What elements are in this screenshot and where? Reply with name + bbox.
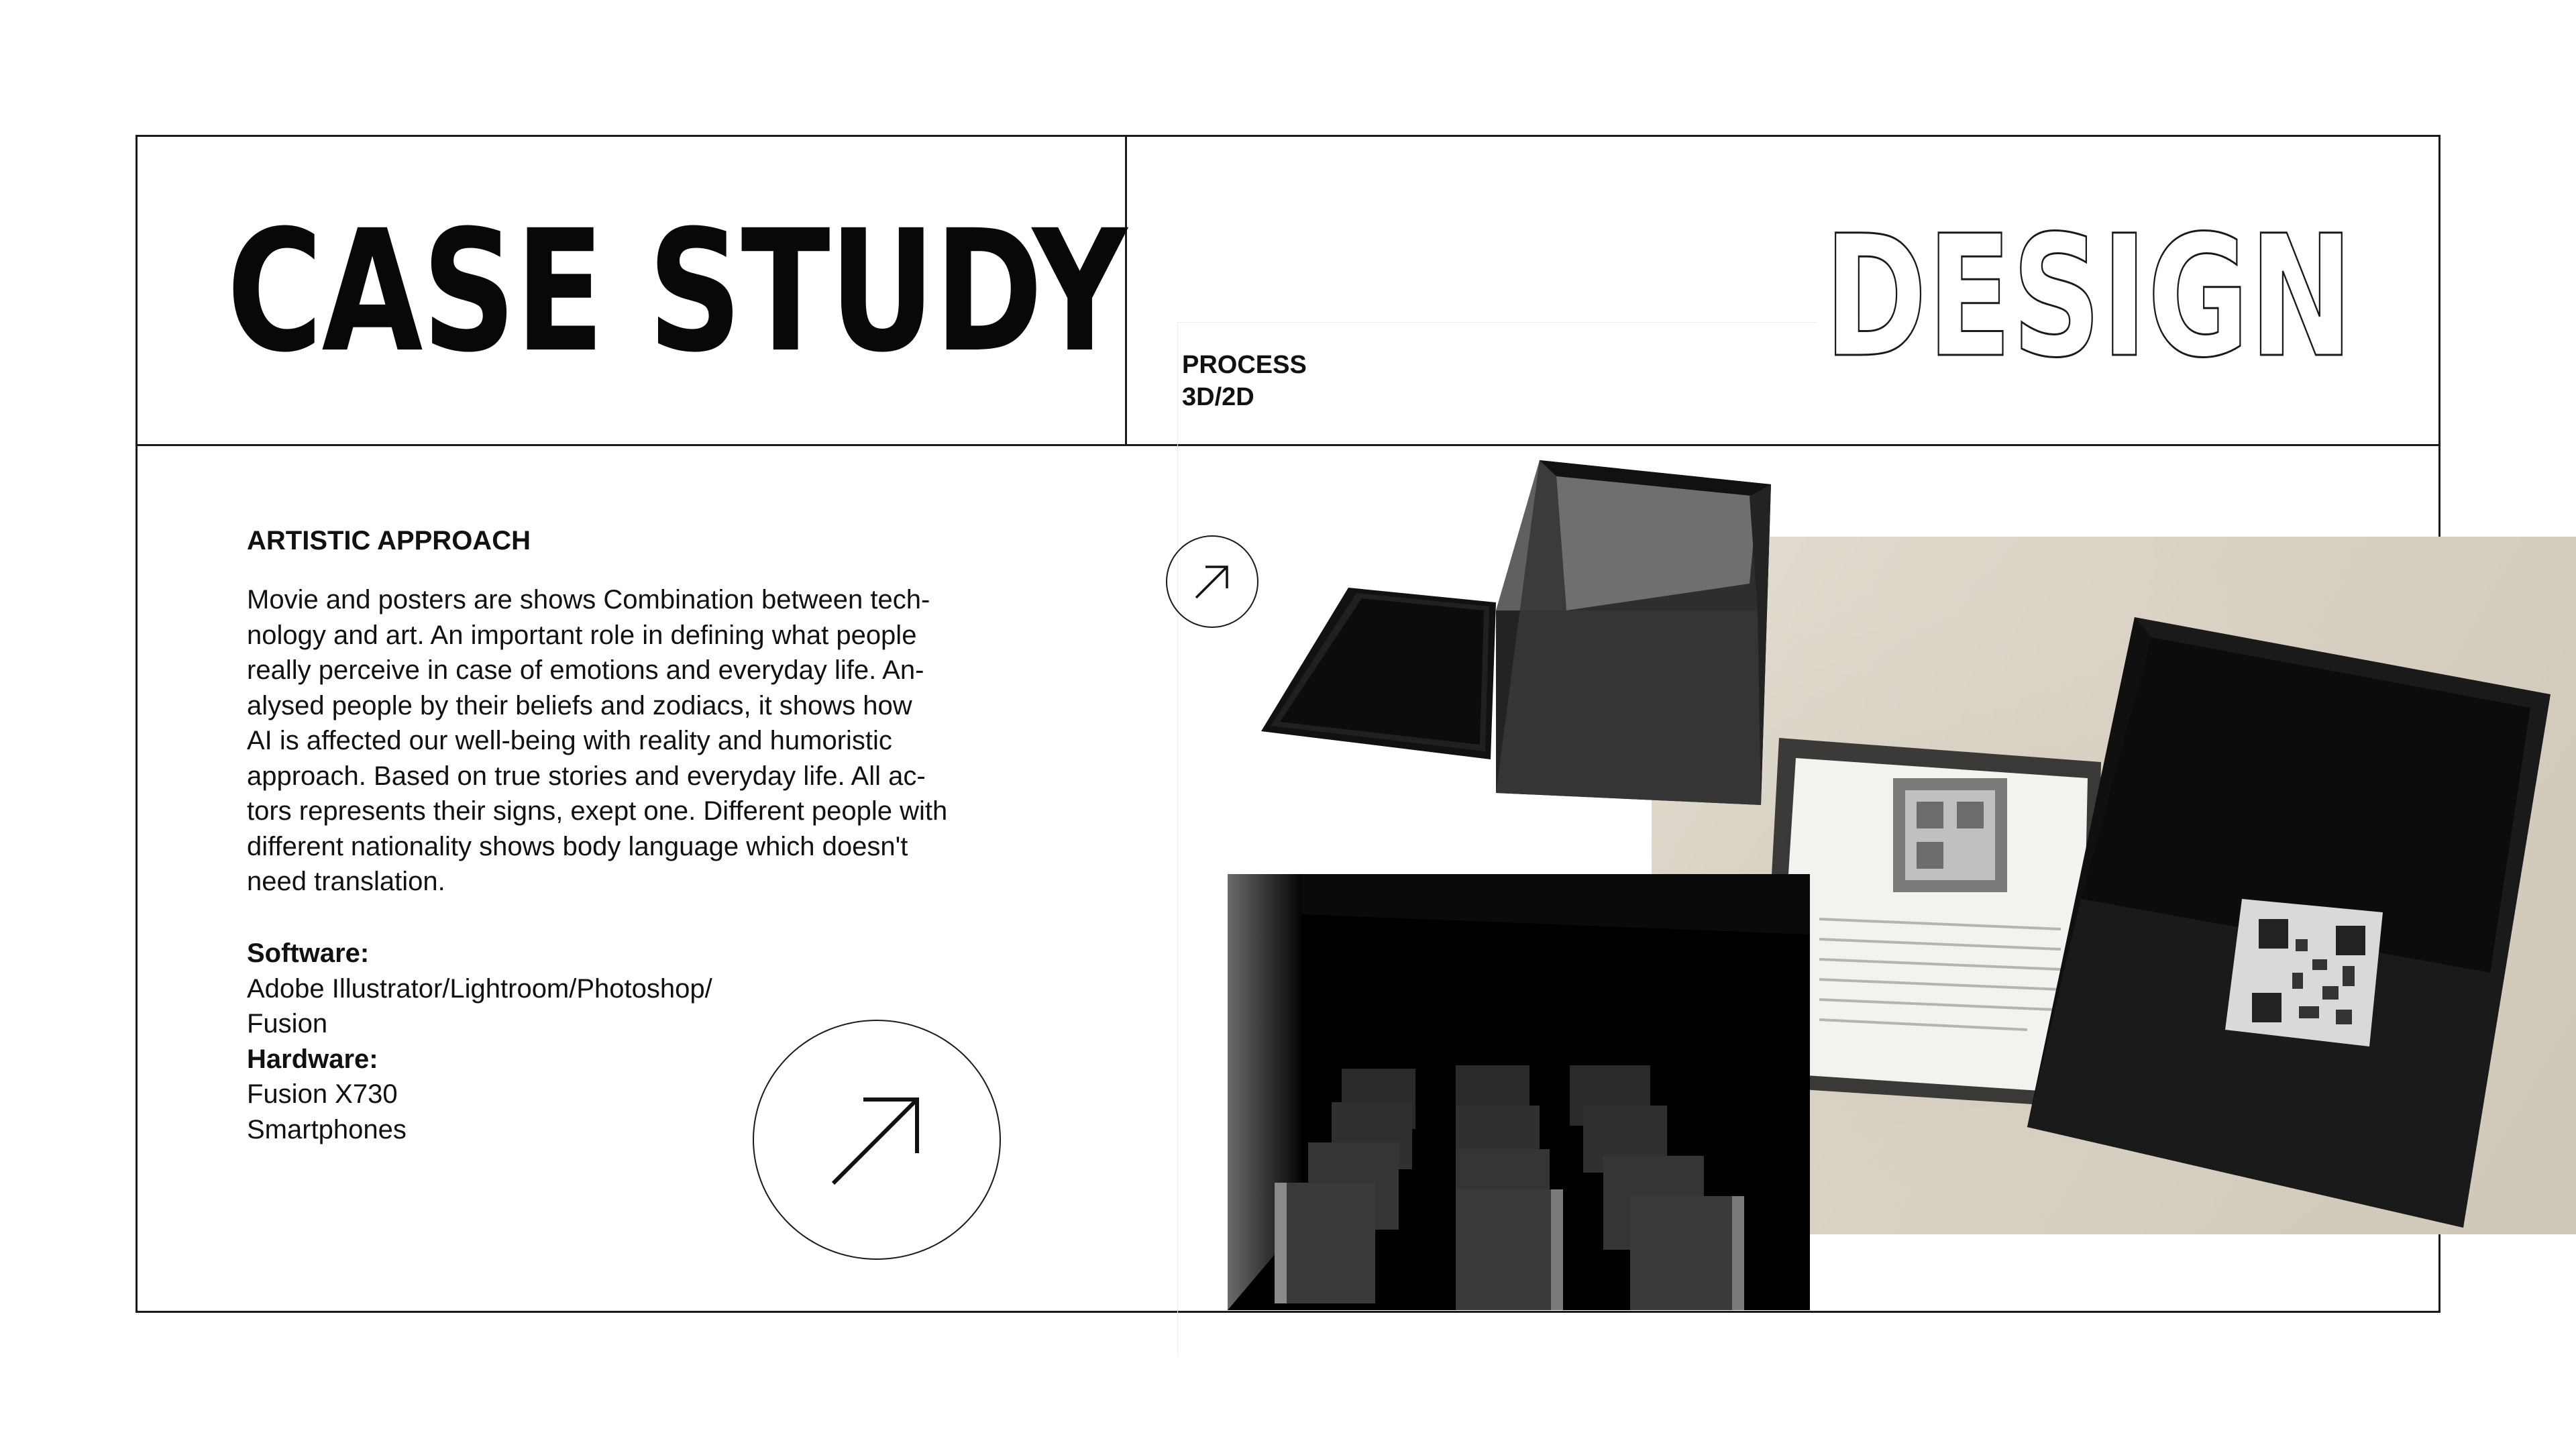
page-title: CASE STUDY [227,194,1126,389]
arrow-up-right-icon [820,1083,934,1197]
body-line: really perceive in case of emotions and everyday life. An- [247,655,924,685]
frame-top-border [136,135,2440,137]
software-label: Software: [247,938,370,968]
body-line: nology and art. An important role in defining what people [247,620,917,650]
body-line: AI is affected our well-being with reality and humoristic [247,726,892,755]
hardware-value: Fusion X730 [247,1079,398,1109]
section-heading: ARTISTIC APPROACH [247,526,531,555]
hardware-label: Hardware: [247,1044,378,1074]
large-arrow-button[interactable] [753,1020,1001,1260]
process-line-1: PROCESS [1182,351,1307,379]
body-line: tors represents their signs, exept one. Different people with [247,796,948,826]
body-line: alysed people by their beliefs and zodiacs, it shows how [247,690,912,720]
process-line-2: 3D/2D [1182,383,1254,411]
arrow-up-right-icon [1191,560,1234,603]
frame-left-border [136,135,138,1313]
boxes-grid-render [1228,874,1810,1310]
software-value: Adobe Illustrator/Lightroom/Photoshop/ [247,973,712,1004]
body-line: different nationality shows body language which doesn't [247,831,908,861]
software-value: Fusion [247,1009,328,1038]
process-label [1182,349,1307,413]
box-render [1261,456,1791,805]
body-line: need translation. [247,867,445,896]
small-arrow-button[interactable] [1166,535,1258,628]
hardware-value: Smartphones [247,1114,407,1144]
body-paragraph [247,582,1018,900]
specs-list [247,936,712,1147]
body-line: approach. Based on true stories and everyday life. All ac- [247,761,926,791]
body-line: Movie and posters are shows Combination between tech- [247,585,930,614]
section-title: DESIGN [1824,199,2353,394]
